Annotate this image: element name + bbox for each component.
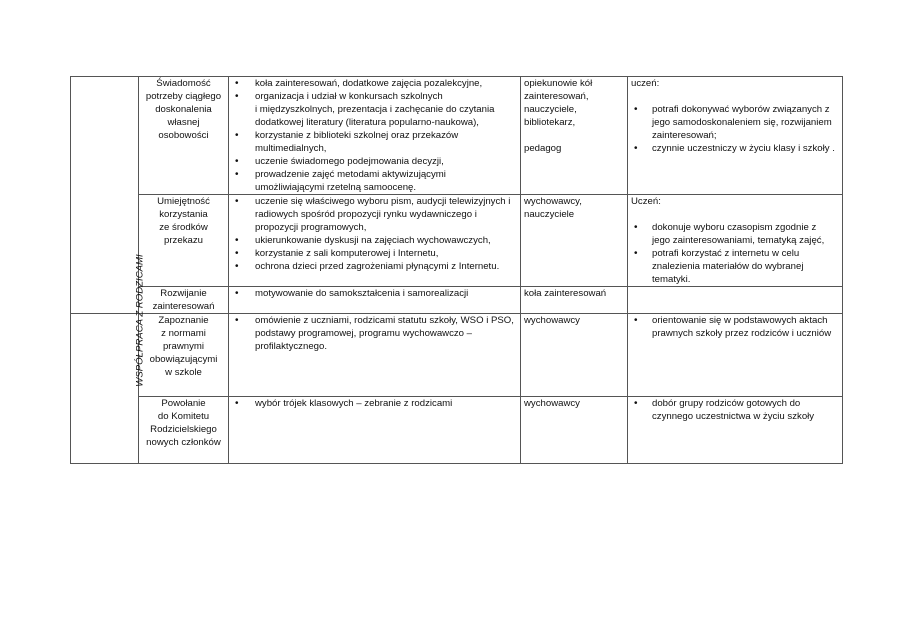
goal-cell: Zapoznanie z normami prawnymi obowiązującymi w szkole <box>139 314 229 397</box>
list-item: • omówienie z uczniami, rodzicami statutu szkoły, WSO i PSO, podstawy programowej, programu wychowawczo – profilaktycznego. <box>232 314 517 353</box>
tasks-cell <box>229 77 521 195</box>
tasks-cell <box>229 287 521 314</box>
tasks-cell <box>229 397 521 464</box>
list-item: • organizacja i udział w konkursach szkolnych i międzyszkolnych, prezentacja i zachęcanie do czytania dodatkowej literatury (literatura popularno-naukowa), <box>232 90 517 129</box>
goal-cell: Umiejętność korzystania ze środków przekazu <box>139 195 229 287</box>
list-item: • ochrona dzieci przed zagrożeniami płynącymi z Internetu. <box>232 260 517 273</box>
table-row <box>71 195 843 287</box>
tasks-cell <box>229 195 521 287</box>
table-row <box>71 77 843 195</box>
effects-cell <box>628 77 843 195</box>
effects-cell <box>628 314 843 397</box>
list-item: • potrafi korzystać z internetu w celu znalezienia materiałów do wybranej tematyki. <box>631 247 839 286</box>
effects-cell <box>628 195 843 287</box>
effects-cell <box>628 397 843 464</box>
list-item: • koła zainteresowań, dodatkowe zajęcia pozalekcyjne, <box>232 77 517 90</box>
goal-cell: Rozwijanie zainteresowań <box>139 287 229 314</box>
list-item: • czynnie uczestniczy w życiu klasy i szkoły . <box>631 142 839 155</box>
list-item: • potrafi dokonywać wyborów związanych z jego samodoskonaleniem się, rozwijaniem zainteresowań; <box>631 103 839 142</box>
table-row <box>71 287 843 314</box>
tasks-cell <box>229 314 521 397</box>
table-row <box>71 314 843 397</box>
goal-cell: Świadomość potrzeby ciągłego doskonalenia własnej osobowości <box>139 77 229 195</box>
responsible-cell: wychowawcy, nauczyciele <box>521 195 628 287</box>
effects-head: Uczeń: <box>631 196 661 207</box>
list-item: • prowadzenie zajęć metodami aktywizującymi umożliwiającymi rzetelną samoocenę. <box>232 168 517 194</box>
list-item: • ukierunkowanie dyskusji na zajęciach wychowawczych, <box>232 234 517 247</box>
list-item: • uczenie się właściwego wyboru pism, audycji telewizyjnych i radiowych spośród propozycji rynku wydawniczego i propozycji programowych, <box>232 195 517 234</box>
effects-head: uczeń: <box>631 78 660 89</box>
list-item: • orientowanie się w podstawowych aktach prawnych szkoły przez rodziców i uczniów <box>631 314 839 340</box>
responsible-cell: koła zainteresowań <box>521 287 628 314</box>
plan-table <box>70 76 843 464</box>
list-item: • dokonuje wyboru czasopism zgodnie z jego zainteresowaniami, tematyką zajęć, <box>631 221 839 247</box>
section-cell-blank <box>71 77 139 314</box>
responsible-cell: wychowawcy <box>521 314 628 397</box>
list-item: • korzystanie z biblioteki szkolnej oraz przekazów multimedialnych, <box>232 129 517 155</box>
list-item: • korzystanie z sali komputerowej i Internetu, <box>232 247 517 260</box>
list-item: • dobór grupy rodziców gotowych do czynnego uczestnictwa w życiu szkoły <box>631 397 839 423</box>
list-item: • wybór trójek klasowych – zebranie z rodzicami <box>232 397 517 410</box>
responsible-cell: opiekunowie kół zainteresowań, nauczyciele, bibliotekarz, pedagog <box>521 77 628 195</box>
effects-cell <box>628 287 843 314</box>
responsible-cell: wychowawcy <box>521 397 628 464</box>
list-item: • uczenie świadomego podejmowania decyzji, <box>232 155 517 168</box>
section-cell <box>71 254 146 464</box>
section-label: WSPÓŁPRACA Z RODZICAMI <box>134 254 146 387</box>
list-item: • motywowanie do samokształcenia i samorealizacji <box>232 287 517 300</box>
table-row <box>71 397 843 464</box>
goal-cell: Powołanie do Komitetu Rodzicielskiego nowych członków <box>139 397 229 464</box>
